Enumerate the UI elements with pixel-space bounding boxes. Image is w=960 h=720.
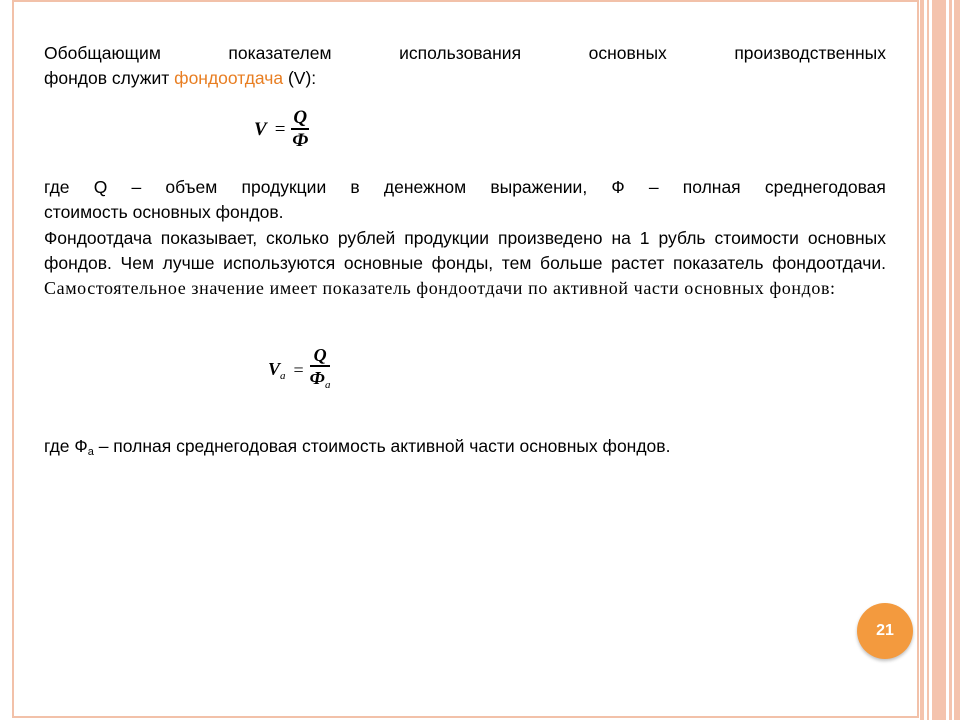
formula-va: $V_а$ = $\frac{Q}{Ф_а}$ <box>268 345 330 396</box>
page-number-badge: 21 <box>857 603 913 659</box>
explain1-line-1: где Q – объем продукции в денежном выражении, Ф – полная среднегодовая <box>44 177 886 197</box>
formula-v: V = $\frac{Q}{Ф}$ <box>254 107 309 151</box>
fraction: $\frac{Q}{Ф_а}$ <box>309 345 331 391</box>
decorative-stripes <box>920 0 960 720</box>
fraction: $\frac{Q}{Ф}$ <box>292 107 309 151</box>
explain1-line-2: стоимость основных фондов. <box>44 202 284 222</box>
explain-paragraph-2: Фондоотдача показывает, сколько рублей продукции произведено на 1 рубль стоимости основных фондов. Чем лучше используются основные фонды, тем больше растет показатель фондоотдачи. Самостоятельное значение имеет показатель фондоотдачи по активной части основных фондов: <box>44 228 886 298</box>
slide-frame <box>12 0 919 718</box>
explain-paragraph-1 <box>44 175 886 225</box>
term-fondootdacha: фондоотдача <box>174 68 284 88</box>
intro-paragraph <box>44 41 886 91</box>
intro-line-2: фондов служит фондоотдача (V): <box>44 68 317 88</box>
explain-paragraph-3: где $Ф_а$ – полная среднегодовая стоимость активной части основных фондов. <box>44 436 671 458</box>
intro-line-1: Обобщающим показателем использования основных производственных <box>44 43 886 63</box>
